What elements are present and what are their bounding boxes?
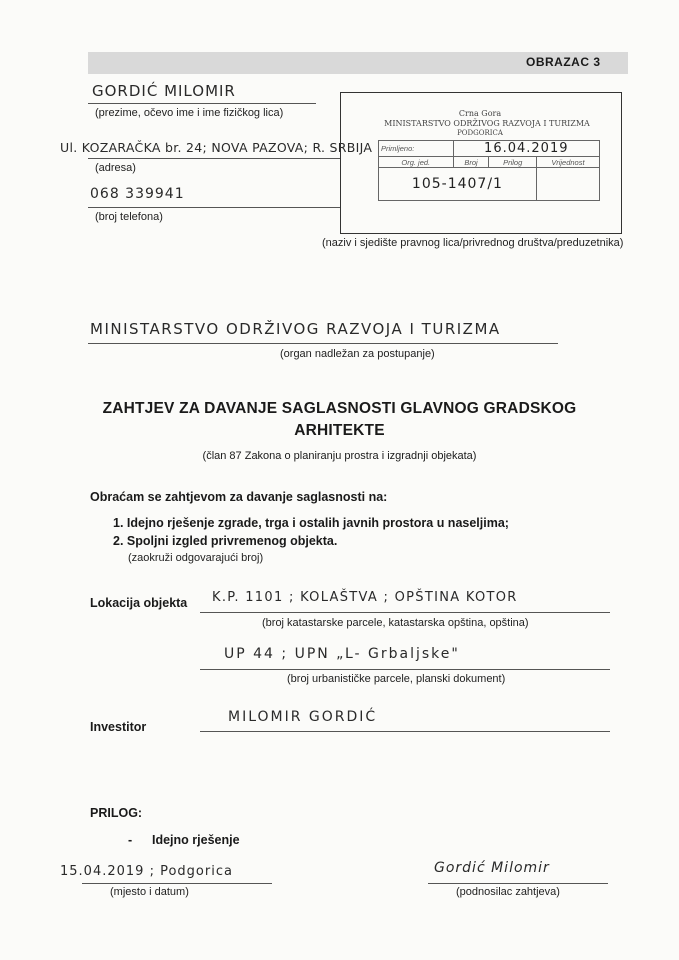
applicant-phone-caption: (broj telefona): [95, 211, 163, 223]
applicant-address-caption: (adresa): [95, 162, 136, 174]
attachment-item: Idejno rješenje: [152, 833, 240, 847]
form-label: OBRAZAC 3: [526, 55, 601, 69]
stamp-col-number: Broj: [453, 157, 489, 168]
authority-value: MINISTARSTVO ODRŽIVOG RAZVOJA I TURIZMA: [90, 320, 501, 338]
legal-entity-caption: (naziv i sjedište pravnog lica/privrednog društva/preduzetnika): [322, 237, 624, 249]
applicant-phone-line: [88, 207, 340, 208]
cadastral-value: K.P. 1101 ; KOLAŠTVA ; OPŠTINA KOTOR: [212, 590, 518, 605]
place-date-value: 15.04.2019 ; Podgorica: [60, 864, 233, 879]
applicant-name-value: GORDIĆ MILOMIR: [92, 82, 236, 100]
applicant-address-value: Ul. KOZARAČKA br. 24; NOVA PAZOVA; R. SRBIJA: [60, 140, 373, 155]
location-label: Lokacija objekta: [90, 596, 188, 610]
place-date-line: [82, 883, 272, 884]
authority-line: [88, 343, 558, 344]
stamp-col-org: Org. jed.: [379, 157, 454, 168]
options-note: (zaokruži odgovarajući broj): [128, 552, 264, 564]
stamp-col-value: Vrijednost: [536, 157, 599, 168]
cadastral-caption: (broj katastarske parcele, katastarska opština, opština): [262, 617, 529, 629]
attachment-label: PRILOG:: [90, 806, 143, 820]
attachment-bullet: -: [128, 833, 133, 847]
stamp-line1: Crna Gora: [458, 109, 502, 118]
applicant-name-line: [88, 103, 316, 104]
applicant-name-caption: (prezime, očevo ime i ime fizičkog lica): [95, 107, 284, 119]
option-1: 1. Idejno rješenje zgrade, trga i ostalih javnih prostora u naseljima;: [113, 516, 509, 530]
stamp-cell-empty: [536, 168, 599, 201]
cadastral-line: [200, 612, 610, 613]
stamp-received-label: Primljeno:: [379, 141, 454, 157]
urban-parcel-caption: (broj urbanističke parcele, planski dokument): [287, 673, 506, 685]
stamp-col-attachment: Prilog: [489, 157, 536, 168]
urban-parcel-value: UP 44 ; UPN „L- Grbaljske": [224, 646, 460, 662]
document-title-line2: ARHITEKTE: [294, 422, 385, 439]
signature-caption: (podnosilac zahtjeva): [456, 886, 560, 898]
law-reference: (član 87 Zakona o planiranju prostra i izgradnji objekata): [202, 450, 477, 462]
stamp-line2: MINISTARSTVO ODRŽIVOG RAZVOJA I TURIZMA: [384, 119, 590, 128]
investor-line: [200, 731, 610, 732]
applicant-address-line: [88, 158, 340, 159]
investor-value: MILOMIR GORDIĆ: [228, 709, 378, 725]
signature-line: [428, 883, 608, 884]
signature-value: Gordić Milomir: [434, 860, 550, 876]
stamp-received-date: 16.04.2019: [453, 141, 599, 157]
stamp-line3: PODGORICA: [457, 129, 503, 137]
authority-caption: (organ nadležan za postupanje): [280, 348, 435, 360]
urban-parcel-line: [200, 669, 610, 670]
applicant-phone-value: 068 339941: [90, 186, 185, 202]
document-title-line1: ZAHTJEV ZA DAVANJE SAGLASNOSTI GLAVNOG GRADSKOG: [102, 400, 577, 417]
option-2: 2. Spoljni izgled privremenog objekta.: [113, 534, 338, 548]
place-date-caption: (mjesto i datum): [110, 886, 189, 898]
stamp-reg-number: 105-1407/1: [379, 168, 537, 201]
request-intro: Obraćam se zahtjevom za davanje saglasnosti na:: [90, 490, 388, 504]
investor-label: Investitor: [90, 720, 147, 734]
stamp-table: [378, 140, 600, 201]
